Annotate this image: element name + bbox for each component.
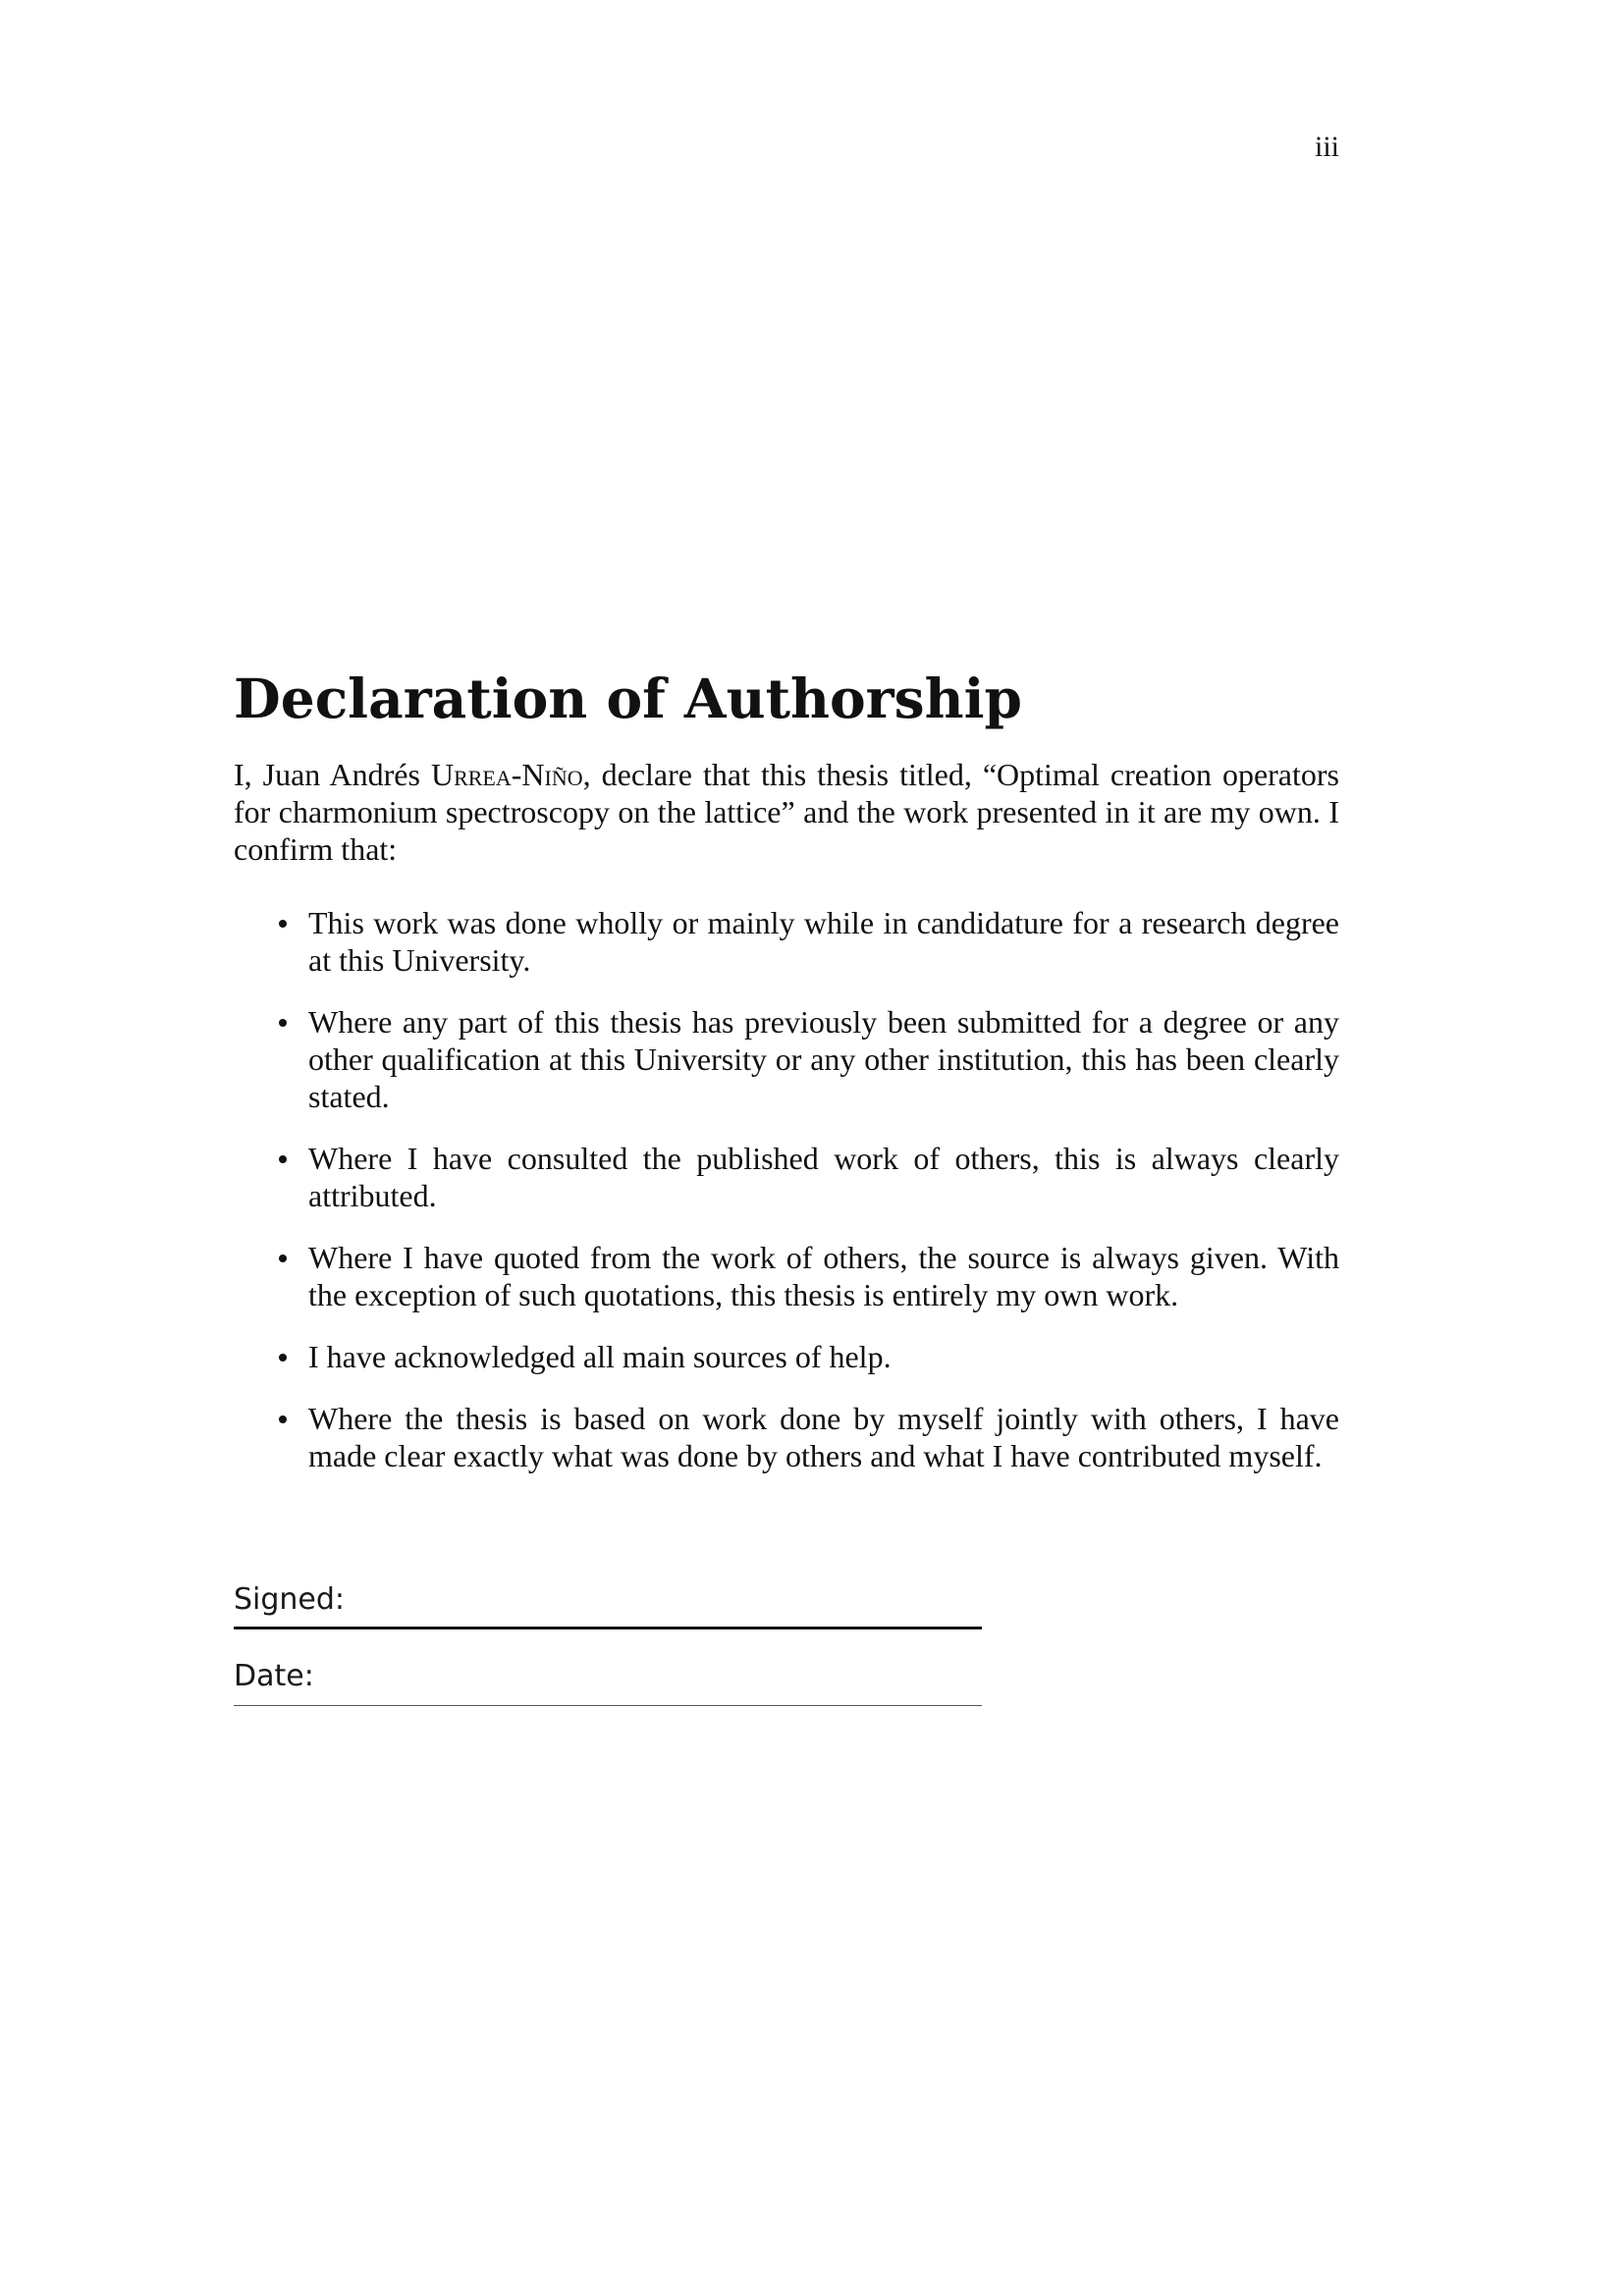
list-item bbox=[234, 904, 1339, 979]
bullet-icon bbox=[279, 1354, 287, 1362]
list-item-text: Where the thesis is based on work done by myself jointly with others, I have made clear exactly what was done by others and what I have contributed myself. bbox=[308, 1401, 1339, 1473]
author-surname: Urrea-Niño bbox=[430, 757, 583, 792]
date-label: Date: bbox=[234, 1659, 314, 1693]
list-item-text: Where any part of this thesis has previously been submitted for a degree or any other qualification at this University or any other institution, this has been clearly stated. bbox=[308, 1004, 1339, 1114]
declaration-list bbox=[234, 904, 1339, 1474]
list-item-text: This work was done wholly or mainly while in candidature for a research degree at this University. bbox=[308, 905, 1339, 978]
signed-label: Signed: bbox=[234, 1582, 346, 1617]
signed-line bbox=[234, 1627, 982, 1629]
page-number: iii bbox=[1314, 131, 1339, 163]
bullet-icon bbox=[279, 920, 287, 928]
list-item-text: Where I have quoted from the work of others, the source is always given. With the exception of such quotations, this thesis is entirely my own work. bbox=[308, 1240, 1339, 1312]
date-row bbox=[234, 1651, 982, 1706]
bullet-icon bbox=[279, 1155, 287, 1163]
list-item bbox=[234, 1400, 1339, 1474]
list-item bbox=[234, 1003, 1339, 1115]
bullet-icon bbox=[279, 1415, 287, 1423]
list-item bbox=[234, 1239, 1339, 1313]
declaration-content bbox=[234, 664, 1339, 1499]
list-item bbox=[234, 1140, 1339, 1214]
page-title: Declaration of Authorship bbox=[234, 667, 1022, 730]
intro-prefix: I, Juan Andrés bbox=[234, 757, 431, 792]
list-item-text: Where I have consulted the published work of others, this is always clearly attributed. bbox=[308, 1141, 1339, 1213]
intro-paragraph bbox=[234, 756, 1339, 868]
intro-suffix: , declare that this thesis titled, “Optimal creation operators for charmonium spectroscopy on the lattice” and the work presented in it are my own. I confirm that: bbox=[234, 757, 1340, 867]
bullet-icon bbox=[279, 1255, 287, 1262]
list-item bbox=[234, 1338, 1339, 1375]
signature-block bbox=[234, 1575, 982, 1706]
signed-row bbox=[234, 1575, 982, 1629]
list-item-text: I have acknowledged all main sources of help. bbox=[308, 1339, 892, 1374]
date-line bbox=[234, 1705, 982, 1706]
bullet-icon bbox=[279, 1019, 287, 1027]
